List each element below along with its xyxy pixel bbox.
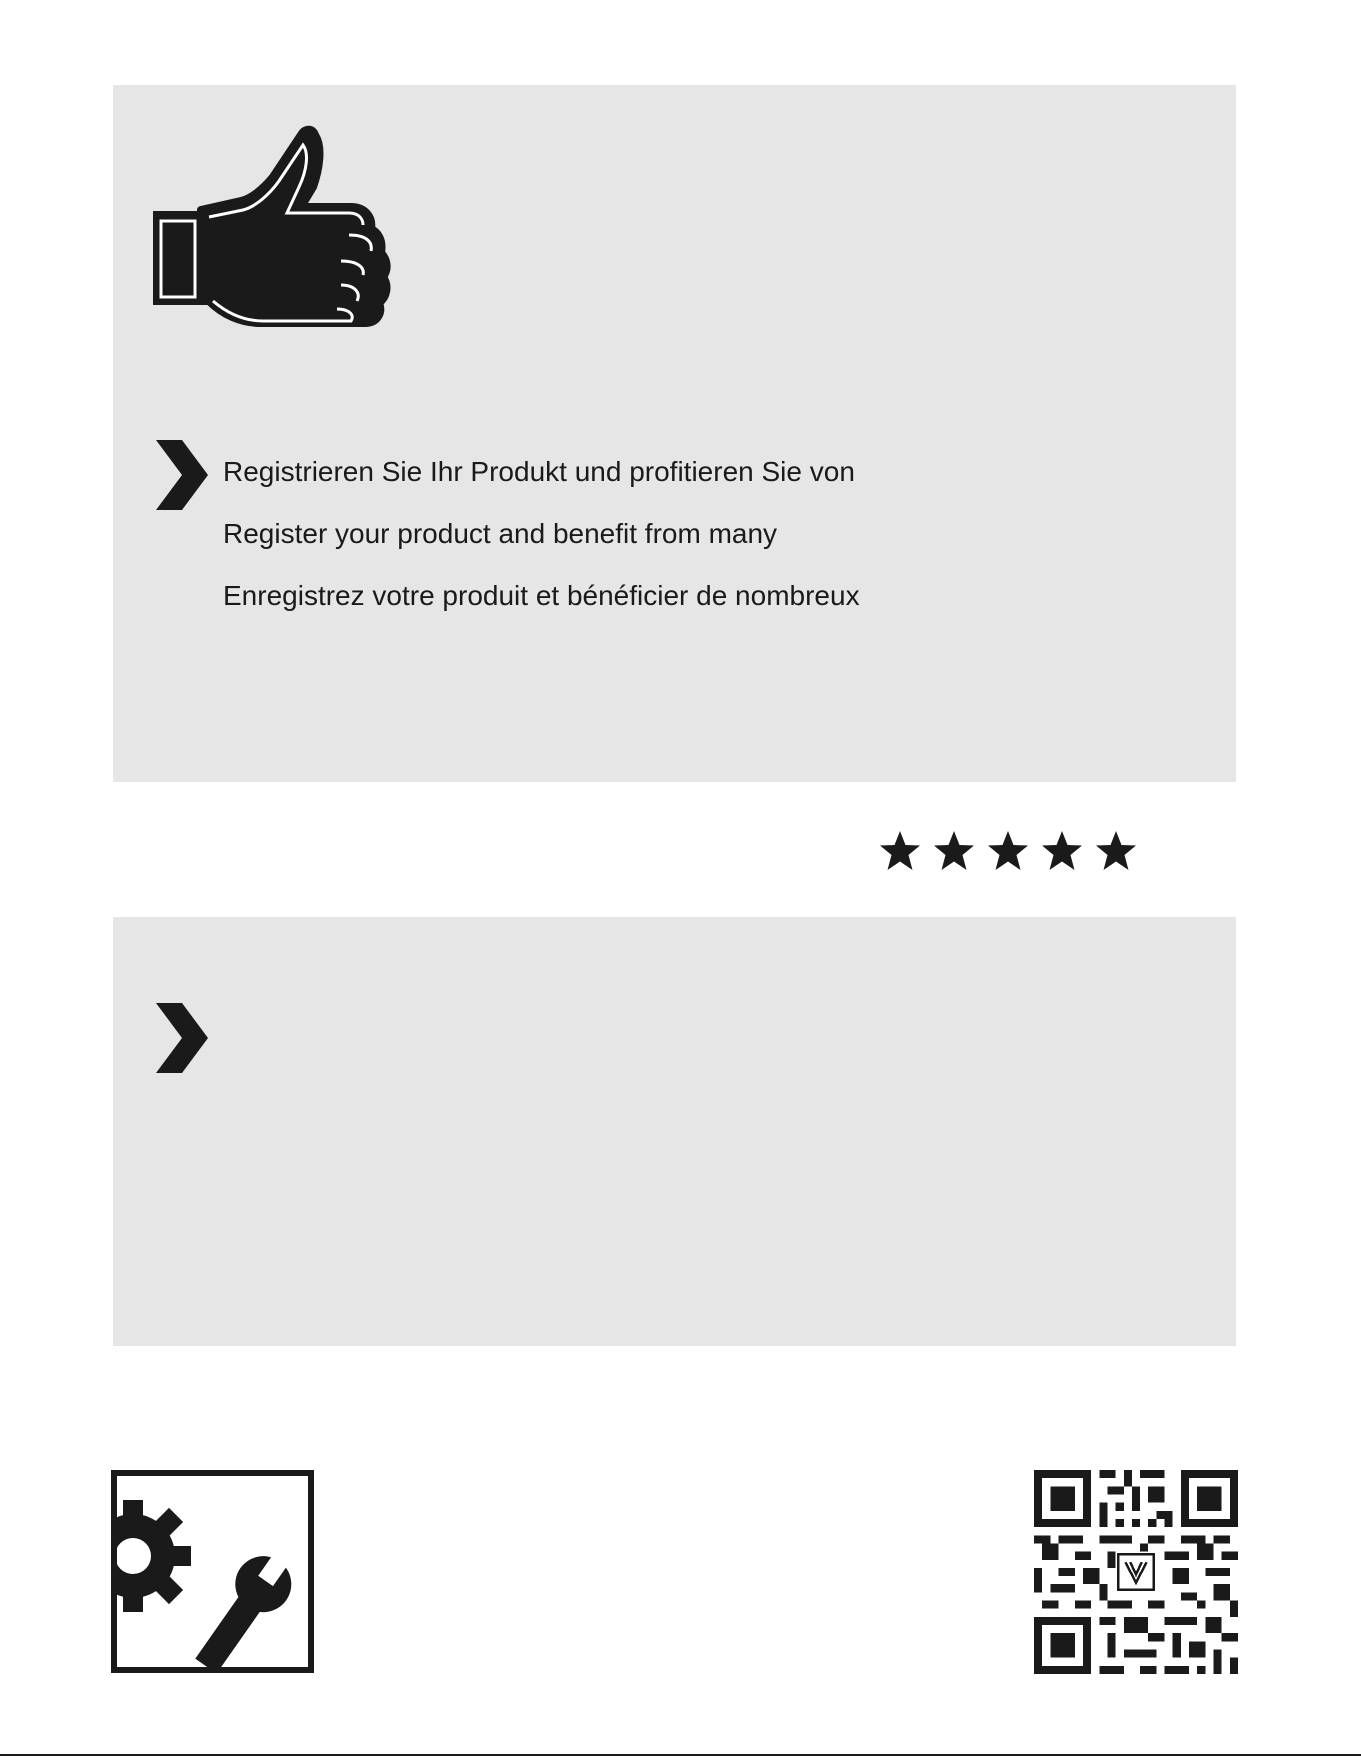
registration-line-de: Registrieren Sie Ihr Produkt und profitieren Sie von [223, 456, 855, 487]
thumbs-up-icon [151, 125, 411, 365]
qr-code [1034, 1470, 1238, 1674]
product-review-panel [113, 917, 1236, 1346]
registration-text [223, 441, 860, 627]
star-icon [1094, 829, 1138, 873]
gear-wrench-icon [111, 1470, 314, 1673]
product-registration-panel [113, 85, 1236, 782]
star-icon [878, 829, 922, 873]
registration-line-en: Register your product and benefit from many [223, 518, 778, 549]
star-icon [986, 829, 1030, 873]
registration-line-fr: Enregistrez votre produit et bénéficier de nombreux [223, 580, 860, 611]
star-icon [1040, 829, 1084, 873]
chevron-right-icon [156, 1003, 208, 1073]
star-rating [878, 829, 1138, 873]
chevron-right-icon [156, 440, 208, 510]
star-icon [932, 829, 976, 873]
footer-rule [0, 1754, 1361, 1756]
